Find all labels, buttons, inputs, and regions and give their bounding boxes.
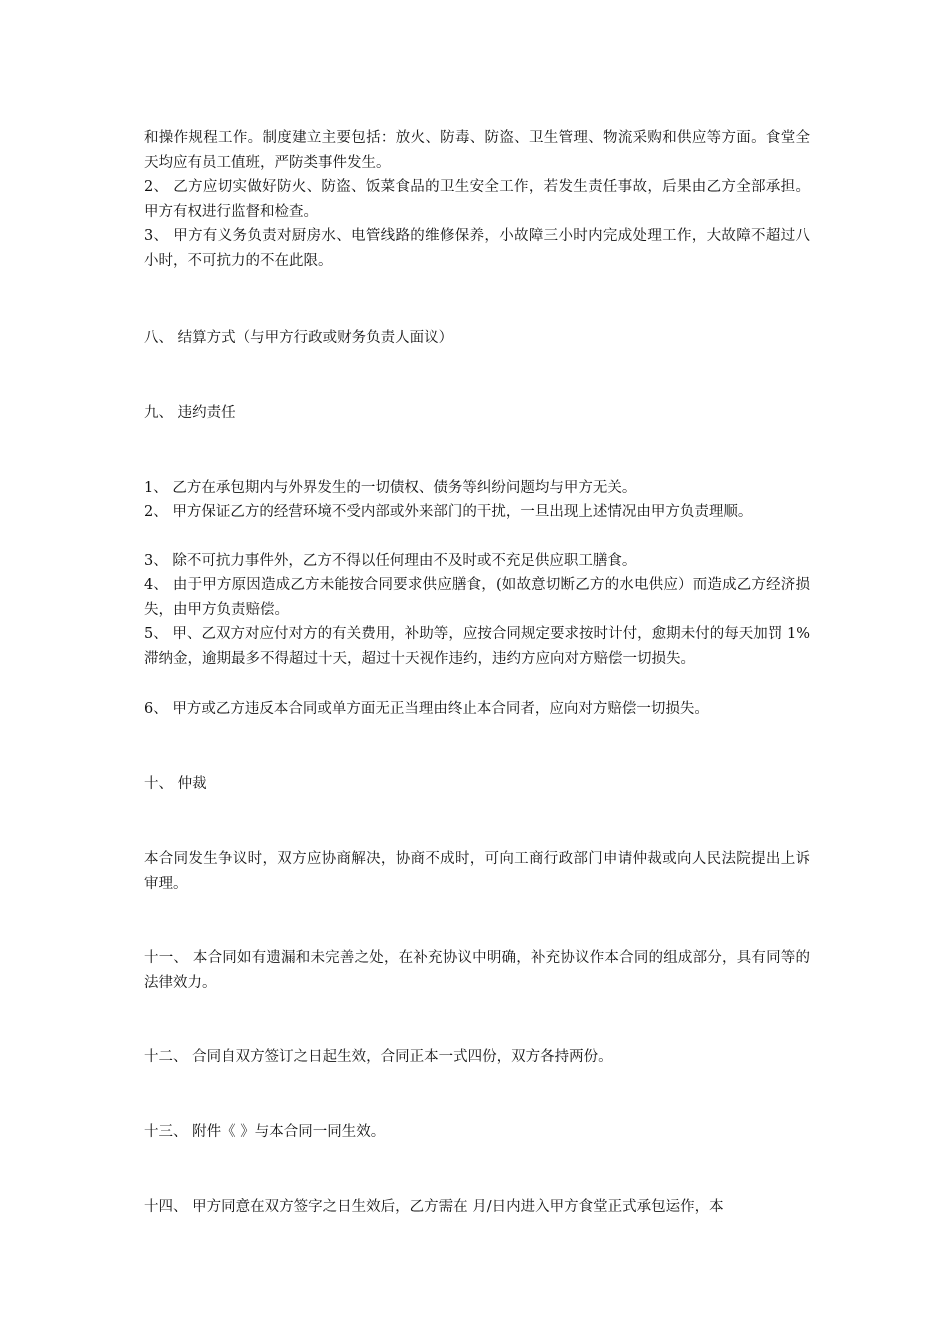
section-14: 十四、 甲方同意在双方签字之日生效后，乙方需在 月/日内进入甲方食堂正式承包运作，本 bbox=[144, 1199, 724, 1215]
section-9-item-2: 2、 甲方保证乙方的经营环境不受内部或外来部门的干扰，一旦出现上述情况由甲方负责理顺。 bbox=[144, 504, 753, 520]
section-10-heading: 十、 仲裁 bbox=[144, 776, 207, 792]
section-13: 十三、 附件《 》与本合同一同生效。 bbox=[144, 1124, 386, 1140]
section-9-heading: 九、 违约责任 bbox=[144, 405, 236, 421]
section-10-body: 本合同发生争议时，双方应协商解决，协商不成时，可向工商行政部门申请仲裁或向人民法院提出上诉审理。 bbox=[144, 851, 810, 892]
section-9-item-3: 3、 除不可抗力事件外，乙方不得以任何理由不及时或不充足供应职工膳食。 bbox=[144, 553, 637, 569]
section-9-item-5: 5、 甲、乙双方对应付对方的有关费用，补助等，应按合同规定要求按时计付，愈期未付的每天加罚 1%滞纳金，逾期最多不得超过十天，超过十天视作违约，违约方应向对方赔偿一切损失。 bbox=[144, 626, 810, 667]
section-12: 十二、 合同自双方签订之日起生效，合同正本一式四份，双方各持两份。 bbox=[144, 1049, 613, 1065]
paragraph-clause-2: 2、 乙方应切实做好防火、防盗、饭菜食品的卫生安全工作，若发生责任事故，后果由乙方全部承担。甲方有权进行监督和检查。 bbox=[144, 179, 810, 220]
section-8-heading: 八、 结算方式（与甲方行政或财务负责人面议） bbox=[144, 330, 454, 346]
section-9-item-6: 6、 甲方或乙方违反本合同或单方面无正当理由终止本合同者，应向对方赔偿一切损失。 bbox=[144, 701, 709, 717]
paragraph-regulations: 和操作规程工作。制度建立主要包括：放火、防毒、防盗、卫生管理、物流采购和供应等方面。食堂全天均应有员工值班，严防类事件发生。 bbox=[144, 130, 810, 171]
section-9-item-4: 4、 由于甲方原因造成乙方未能按合同要求供应膳食，(如故意切断乙方的水电供应）而造成乙方经济损失，由甲方负责赔偿。 bbox=[144, 577, 810, 618]
paragraph-clause-3: 3、 甲方有义务负责对厨房水、电管线路的维修保养，小故障三小时内完成处理工作，大故障不超过八小时，不可抗力的不在此限。 bbox=[144, 228, 810, 269]
section-9-item-1: 1、 乙方在承包期内与外界发生的一切债权、债务等纠纷问题均与甲方无关。 bbox=[144, 480, 637, 496]
section-11: 十一、 本合同如有遗漏和未完善之处，在补充协议中明确，补充协议作本合同的组成部分，具有同等的法律效力。 bbox=[144, 950, 810, 991]
